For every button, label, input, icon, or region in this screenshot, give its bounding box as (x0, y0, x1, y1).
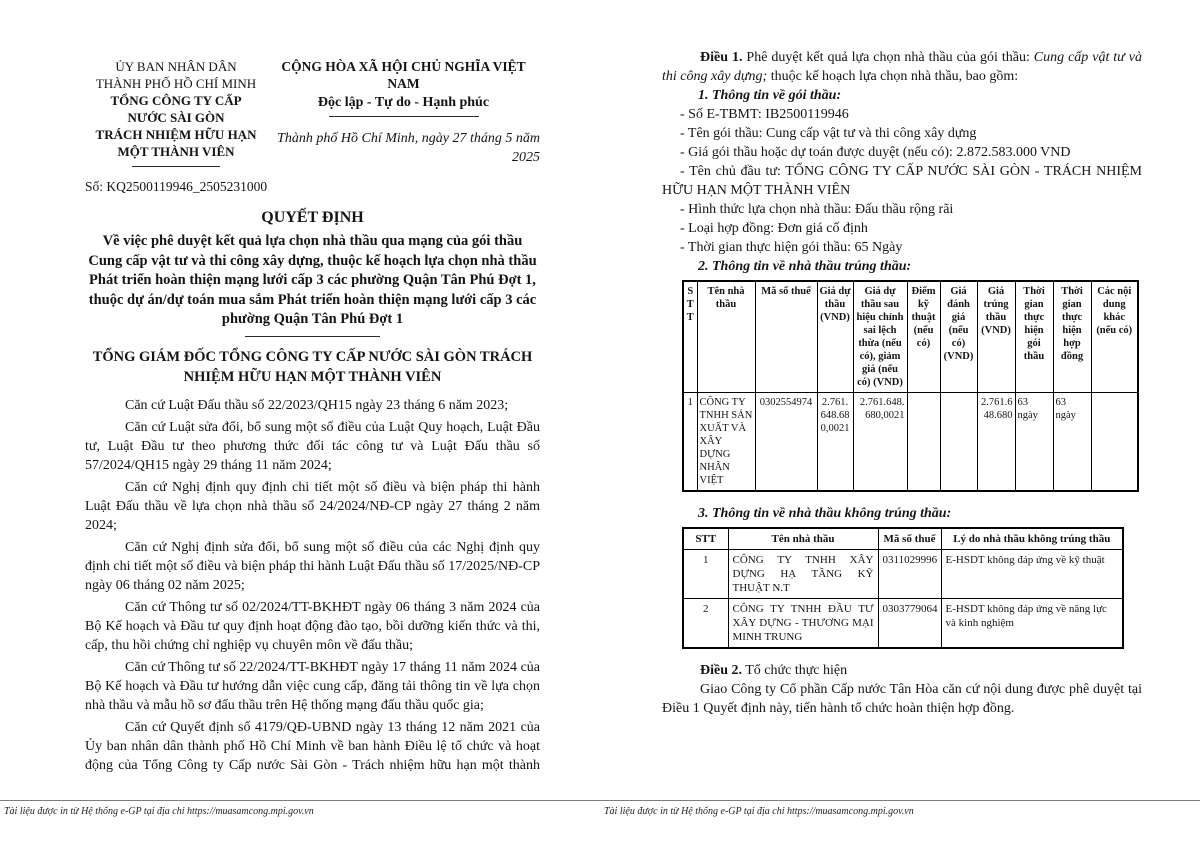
winning-bidder-table (682, 280, 1139, 492)
column-header: Thời gian thực hiện gói thầu (1015, 281, 1053, 393)
article-1-text: thuộc kế hoạch lựa chọn nhà thầu, bao gồm: (767, 69, 1019, 84)
package-info-item: - Số E-TBMT: IB2500119946 (680, 107, 849, 122)
org-name-line: TRÁCH NHIỆM HỮU HẠN (95, 127, 257, 142)
column-header: Mã số thuế (755, 281, 817, 393)
divider-line (245, 336, 380, 337)
package-info-item: - Tên chủ đầu tư: TỔNG CÔNG TY CẤP NƯỚC SÀI GÒN - TRÁCH NHIỆM HỮU HẠN MỘT THÀNH VIÊN (662, 164, 1142, 198)
column-header: Giá đánh giá (nếu có) (VND) (940, 281, 977, 393)
column-header: Tên nhà thầu (728, 528, 878, 550)
package-info-item: - Hình thức lựa chọn nhà thầu: Đấu thầu rộng rãi (680, 202, 954, 217)
national-title: CỘNG HÒA XÃ HỘI CHỦ NGHĨA VIỆT NAM (281, 59, 526, 91)
section-heading-1: 1. Thông tin về gói thầu: (698, 88, 842, 103)
table-cell: E-HSDT không đáp ứng về kỹ thuật (941, 550, 1123, 599)
non-winning-bidders-table (682, 527, 1124, 649)
table-cell: 63 ngày (1015, 393, 1053, 492)
column-header: Lý do nhà thầu không trúng thầu (941, 528, 1123, 550)
article-1-paragraph (662, 48, 1142, 86)
table-row (683, 393, 1138, 492)
table-row (683, 599, 1123, 649)
package-info-item: - Tên gói thầu: Cung cấp vật tư và thi công xây dựng (680, 126, 977, 141)
table-cell: 0303779064 (878, 599, 941, 649)
table-cell: 63 ngày (1053, 393, 1091, 492)
page-2 (600, 0, 1200, 847)
footer-note: Tài liệu được in từ Hệ thống e-GP tại địa chỉ https://muasamcong.mpi.gov.vn (4, 806, 314, 817)
recital-paragraph: Căn cứ Thông tư số 02/2024/TT-BKHĐT ngày 06 tháng 3 năm 2024 của Bộ Kế hoạch và Đầu tư quy định hoạt động đào tạo, bồi dưỡng kiến thức và thi, cấp, thu hồi chứng chỉ nghiệp vụ chuyên môn về đấu thầu; (85, 599, 540, 653)
column-header: Các nội dung khác (nếu có) (1091, 281, 1138, 393)
table-cell: 1 (683, 550, 728, 599)
recital-paragraph: Căn cứ Nghị định quy định chi tiết một số điều và biện pháp thi hành Luật Đấu thầu về lựa chọn nhà thầu số 24/2024/NĐ-CP ngày 27 tháng 2 năm 2024; (85, 479, 540, 533)
decision-title: QUYẾT ĐỊNH (261, 209, 364, 226)
column-header: STT (683, 528, 728, 550)
divider-line (132, 166, 220, 167)
table-header-row (683, 281, 1138, 393)
table-cell: 0302554974 (755, 393, 817, 492)
footer-note: Tài liệu được in từ Hệ thống e-GP tại địa chỉ https://muasamcong.mpi.gov.vn (604, 806, 914, 817)
package-info-item: - Giá gói thầu hoặc dự toán được duyệt (nếu có): 2.872.583.000 VND (680, 145, 1071, 160)
recital-paragraph: Căn cứ Quyết định số 4179/QĐ-UBND ngày 13 tháng 12 năm 2021 của Ủy ban nhân dân thành phố Hồ Chí Minh về ban hành Điều lệ tổ chức và hoạt động của Tổng Công ty Cấp nước Sài Gòn - Trách nhiệm hữu hạn một thành (85, 719, 540, 773)
column-header: STT (683, 281, 697, 393)
table-cell: E-HSDT không đáp ứng về năng lực và kinh nghiệm (941, 599, 1123, 649)
column-header: Thời gian thực hiện hợp đồng (1053, 281, 1091, 393)
table-header-row (683, 528, 1123, 550)
table-cell (907, 393, 940, 492)
table-cell: 2 (683, 599, 728, 649)
national-header-block (267, 58, 540, 167)
recital-paragraph: Căn cứ Nghị định sửa đổi, bổ sung một số điều của các Nghị định quy định chi tiết một số điều và biện pháp thi hành Luật Đấu thầu số 17/2025/NĐ-CP ngày 06 tháng 02 năm 2025; (85, 539, 540, 593)
article-2-heading (662, 661, 1142, 680)
column-header: Giá trúng thầu (VND) (977, 281, 1015, 393)
national-motto: Độc lập - Tự do - Hạnh phúc (317, 95, 490, 110)
table-cell: CÔNG TY TNHH ĐẦU TƯ XÂY DỰNG - THƯƠNG MẠI MINH TRUNG (728, 599, 878, 649)
section-heading-2: 2. Thông tin về nhà thầu trúng thầu: (698, 259, 912, 274)
table-cell: 0311029996 (878, 550, 941, 599)
recital-paragraph: Căn cứ Luật sửa đổi, bổ sung một số điều của Luật Quy hoạch, Luật Đầu tư, Luật Đầu tư theo phương thức đối tác công tư và Luật Đấu thầu số 57/2024/QH15 ngày 29 tháng 11 năm 2024; (85, 419, 540, 473)
article-2-body: Giao Công ty Cổ phần Cấp nước Tân Hòa căn cứ nội dung được phê duyệt tại Điều 1 Quyết định này, tiến hành tổ chức hoàn thiện hợp đồng. (662, 682, 1142, 716)
table-cell: 2.761.648.680 (977, 393, 1015, 492)
article-1-label: Điều 1. (700, 50, 743, 65)
decision-subtitle: Về việc phê duyệt kết quả lựa chọn nhà thầu qua mạng của gói thầu Cung cấp vật tư và thi công xây dựng, thuộc kế hoạch lựa chọn nhà thầu Phát triển hoàn thiện mạng lưới cấp 3 các phường Quận Tân Phú Đợt 1, thuộc dự án/dự toán mua sắm Phát triển hoàn thiện mạng lưới cấp 3 các phường Quận Tân Phú Đợt 1 (88, 233, 537, 327)
section-heading-3: 3. Thông tin về nhà thầu không trúng thầu: (698, 506, 952, 521)
article-2-label: Điều 2. (700, 663, 742, 678)
org-name-line: NƯỚC SÀI GÒN (127, 110, 225, 125)
recital-paragraph: Căn cứ Thông tư số 22/2024/TT-BKHĐT ngày 17 tháng 11 năm 2024 của Bộ Kế hoạch và Đầu tư hướng dẫn việc cung cấp, đăng tải thông tin về lựa chọn nhà thầu và mẫu hồ sơ đấu thầu trên Hệ thống mạng đấu thầu quốc gia; (85, 659, 540, 713)
divider-line (329, 116, 479, 117)
table-cell: CÔNG TY TNHH XÂY DỰNG HẠ TẦNG KỸ THUẬT N.T (728, 550, 878, 599)
table-cell: 2.761.648.680,0021 (817, 393, 853, 492)
table-cell: 2.761.648.680,0021 (853, 393, 907, 492)
table-cell: CÔNG TY TNHH SẢN XUẤT VÀ XÂY DỰNG NHÂN VIỆT (697, 393, 755, 492)
article-1-text: Phê duyệt kết quả lựa chọn nhà thầu của gói thầu: (742, 50, 1034, 65)
column-header: Giá dự thầu (VND) (817, 281, 853, 393)
authority-title: TỔNG GIÁM ĐỐC TỔNG CÔNG TY CẤP NƯỚC SÀI GÒN TRÁCH NHIỆM HỮU HẠN MỘT THÀNH VIÊN (92, 348, 533, 385)
table-row (683, 550, 1123, 599)
org-name-line: MỘT THÀNH VIÊN (117, 144, 235, 159)
table-cell (940, 393, 977, 492)
recital-paragraph: Căn cứ Luật Đấu thầu số 22/2023/QH15 ngày 23 tháng 6 năm 2023; (125, 397, 509, 413)
page-footer (600, 800, 1200, 818)
org-name-line: TỔNG CÔNG TY CẤP (110, 93, 242, 108)
org-line: ỦY BAN NHÂN DÂN (115, 59, 237, 74)
org-line: THÀNH PHỐ HỒ CHÍ MINH (95, 76, 257, 91)
date-line: Thành phố Hồ Chí Minh, ngày 27 tháng 5 năm 2025 (277, 131, 540, 165)
column-header: Mã số thuế (878, 528, 941, 550)
package-info-item: - Thời gian thực hiện gói thầu: 65 Ngày (680, 240, 903, 255)
package-name: Cung cấp vật tư và thi công xây dựng; (662, 50, 1142, 84)
table-cell: 1 (683, 393, 697, 492)
table-cell (1091, 393, 1138, 492)
recitals-block (85, 396, 540, 775)
page-footer (0, 800, 600, 818)
document-number: Số: KQ2500119946_2505231000 (85, 179, 268, 194)
package-info-item: - Loại hợp đồng: Đơn giá cố định (680, 221, 868, 236)
article-2-title: Tổ chức thực hiện (742, 663, 848, 678)
column-header: Giá dự thầu sau hiệu chỉnh sai lệch thừa (nếu có), giảm giá (nếu có) (VND) (853, 281, 907, 393)
issuing-org-block (85, 58, 267, 167)
column-header: Tên nhà thầu (697, 281, 755, 393)
column-header: Điểm kỹ thuật (nếu có) (907, 281, 940, 393)
page-1-header (85, 58, 540, 167)
